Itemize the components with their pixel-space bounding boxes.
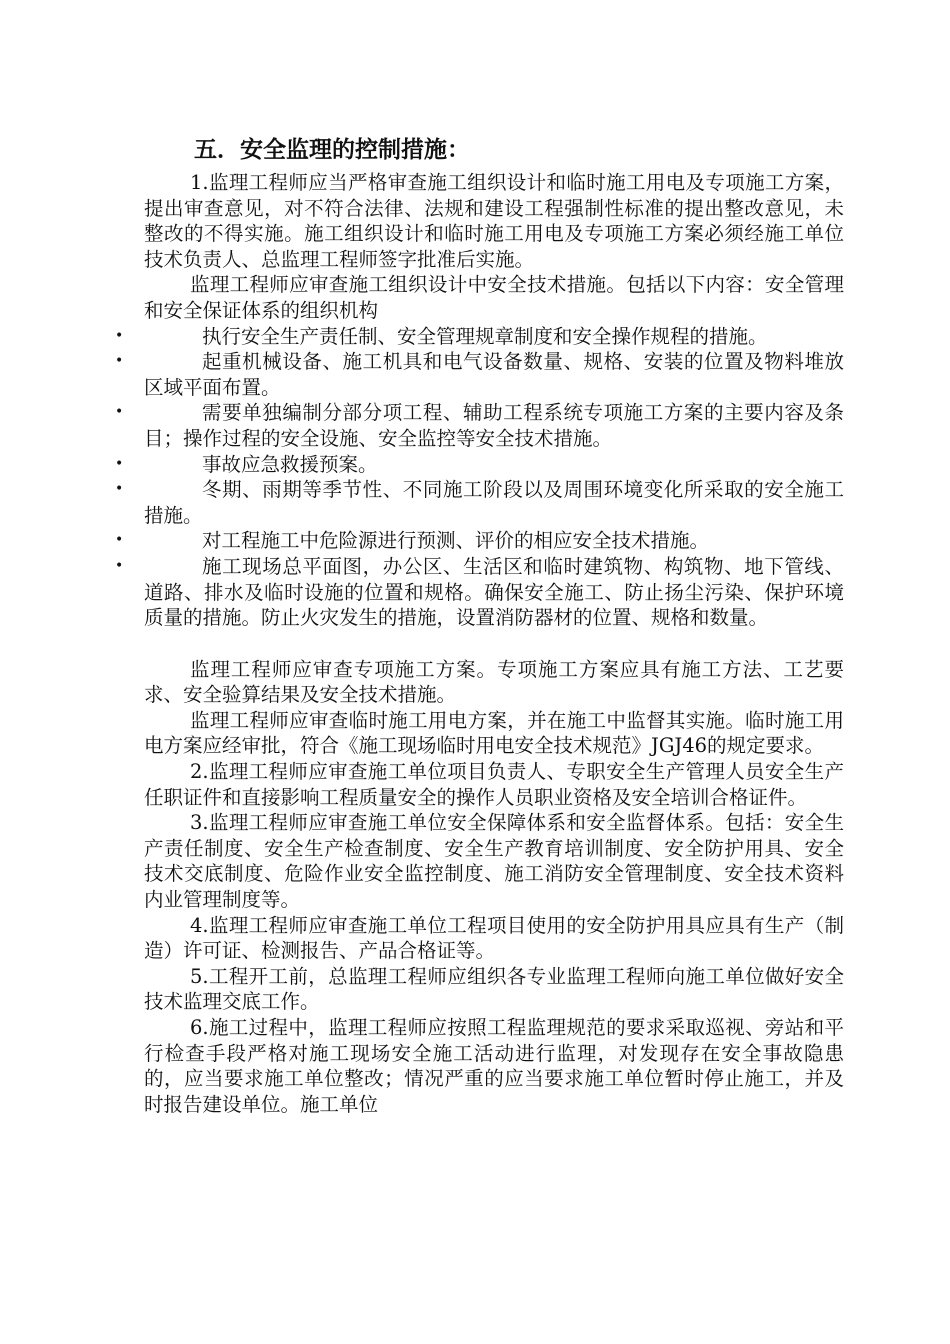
bullet-icon: • <box>115 404 124 421</box>
list-item <box>115 528 844 554</box>
body-paragraph: 监理工程师应审查专项施工方案。专项施工方案应具有施工方法、工艺要求、安全验算结果及安全技术措施。 <box>144 657 844 707</box>
body-paragraph: 2.监理工程师应审查施工单位项目负责人、专职安全生产管理人员安全生产任职证件和直接影响工程质量安全的操作人员职业资格及安全培训合格证件。 <box>144 760 844 809</box>
list-item <box>115 477 844 528</box>
list-item-text: 冬期、雨期等季节性、不同施工阶段以及周围环境变化所采取的安全施工措施。 <box>144 478 844 527</box>
list-item-text: 对工程施工中危险源进行预测、评价的相应安全技术措施。 <box>202 529 710 553</box>
bullet-icon: • <box>115 455 124 472</box>
list-item <box>115 400 844 451</box>
bullet-icon: • <box>115 353 124 370</box>
body-paragraph: 5.工程开工前，总监理工程师应组织各专业监理工程师向施工单位做好安全技术监理交底工作。 <box>144 964 844 1014</box>
body-paragraph: 3.监理工程师应审查施工单位安全保障体系和安全监督体系。包括：安全生产责任制度、安全生产检查制度、安全生产教育培训制度、安全防护用具、安全技术交底制度、危险作业安全监控制度、施工消防安全管理制度、安全技术资料内业管理制度等。 <box>144 811 844 912</box>
list-item <box>115 554 844 631</box>
body-paragraph: 监理工程师应审查临时施工用电方案，并在施工中监督其实施。临时施工用电方案应经审批，符合《施工现场临时用电安全技术规范》JGJ46的规定要求。 <box>144 708 844 758</box>
safety-measures-list <box>115 324 844 631</box>
body-paragraph: 4.监理工程师应审查施工单位工程项目使用的安全防护用具应具有生产（制造）许可证、检测报告、产品合格证等。 <box>144 913 844 963</box>
list-item <box>115 324 844 350</box>
intro-paragraph: 监理工程师应审查施工组织设计中安全技术措施。包括以下内容：安全管理和安全保证体系的组织机构 <box>144 273 844 322</box>
body-paragraph: 6.施工过程中，监理工程师应按照工程监理规范的要求采取巡视、旁站和平行检查手段严格对施工现场安全施工活动进行监理，对发现存在安全事故隐患的，应当要求施工单位整改；情况严重的应当要求施工单位暂时停止施工，并及时报告建设单位。施工单位 <box>144 1016 844 1116</box>
bullet-icon: • <box>115 557 124 574</box>
intro-paragraph: 1.监理工程师应当严格审查施工组织设计和临时施工用电及专项施工方案，提出审查意见，对不符合法律、法规和建设工程强制性标准的提出整改意见，未整改的不得实施。施工组织设计和临时施工用电及专项施工方案必须经施工单位技术负责人、总监理工程师签字批准后实施。 <box>144 171 844 271</box>
bullet-icon: • <box>115 481 124 498</box>
list-item-text: 事故应急救援预案。 <box>202 452 378 476</box>
bullet-icon: • <box>115 327 124 344</box>
list-item <box>115 452 844 478</box>
list-item-text: 需要单独编制分部分项工程、辅助工程系统专项施工方案的主要内容及条目；操作过程的安全设施、安全监控等安全技术措施。 <box>144 401 844 450</box>
list-item-text: 施工现场总平面图，办公区、生活区和临时建筑物、构筑物、地下管线、道路、排水及临时设施的位置和规格。确保安全施工、防止扬尘污染、保护环境质量的措施。防止火灾发生的措施，设置消防器材的位置、规格和数量。 <box>144 554 844 630</box>
bullet-icon: • <box>115 532 124 549</box>
paragraph-spacer <box>144 631 844 657</box>
list-item-text: 起重机械设备、施工机具和电气设备数量、规格、安装的位置及物料堆放区域平面布置。 <box>144 350 844 399</box>
section-heading: 五．安全监理的控制措施： <box>194 137 470 163</box>
list-item <box>115 349 844 400</box>
list-item-text: 执行安全生产责任制、安全管理规章制度和安全操作规程的措施。 <box>202 324 768 348</box>
document-body <box>115 170 844 1117</box>
